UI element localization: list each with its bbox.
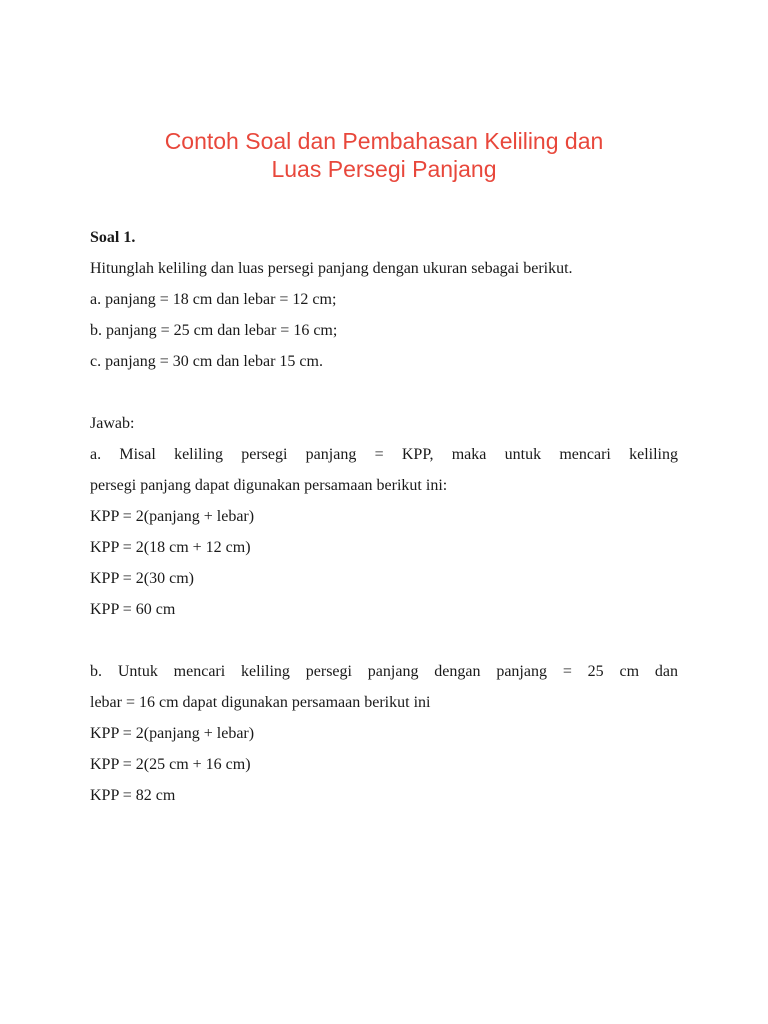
answer-a-intro-line-2: persegi panjang dapat digunakan persamaan berikut ini: bbox=[90, 477, 448, 494]
jawab-label: Jawab: bbox=[90, 415, 135, 432]
answer-a-intro-line-1: a. Misal keliling persegi panjang = KPP, maka untuk mencari keliling bbox=[90, 446, 678, 463]
question-text: Hitunglah keliling dan luas persegi panjang dengan ukuran sebagai berikut. bbox=[90, 260, 573, 277]
document-title bbox=[60, 127, 708, 183]
answer-b-intro-line-2: lebar = 16 cm dapat digunakan persamaan berikut ini bbox=[90, 694, 431, 711]
answer-b-step-3: KPP = 82 cm bbox=[90, 787, 176, 804]
question-item-a: a. panjang = 18 cm dan lebar = 12 cm; bbox=[90, 291, 337, 308]
answer-a-step-3: KPP = 2(30 cm) bbox=[90, 570, 194, 587]
question-item-b: b. panjang = 25 cm dan lebar = 16 cm; bbox=[90, 322, 338, 339]
soal-label: Soal 1. bbox=[90, 229, 136, 246]
answer-a-step-4: KPP = 60 cm bbox=[90, 601, 176, 618]
title-line-1: Contoh Soal dan Pembahasan Keliling dan bbox=[164, 128, 604, 154]
answer-b-step-1: KPP = 2(panjang + lebar) bbox=[90, 725, 255, 742]
question-item-c: c. panjang = 30 cm dan lebar 15 cm. bbox=[90, 353, 323, 370]
answer-b-intro-line-1: b. Untuk mencari keliling persegi panjang dengan panjang = 25 cm dan bbox=[90, 663, 678, 680]
title-line-2: Luas Persegi Panjang bbox=[271, 156, 497, 182]
answer-a-step-1: KPP = 2(panjang + lebar) bbox=[90, 508, 255, 525]
answer-a-step-2: KPP = 2(18 cm + 12 cm) bbox=[90, 539, 251, 556]
answer-b-step-2: KPP = 2(25 cm + 16 cm) bbox=[90, 756, 251, 773]
